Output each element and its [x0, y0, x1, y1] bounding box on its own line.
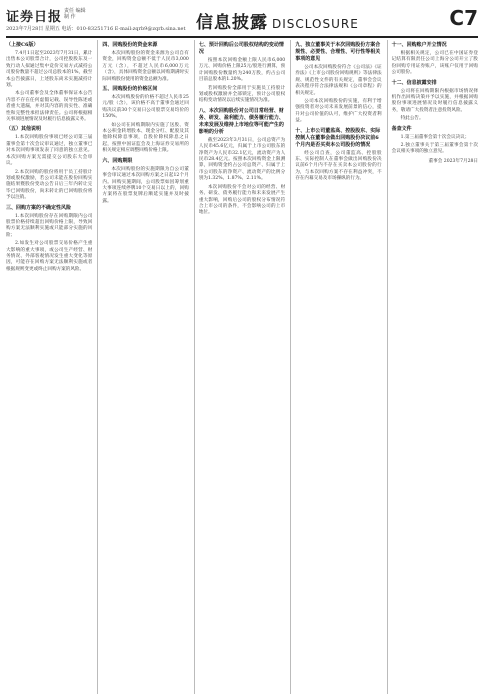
body-paragraph: 1.本次回购股份存在回购期限内公司股票价格持续超出回购价格上限，导致回购方案无法顺利实施或只能部分实施的风险； — [6, 213, 93, 238]
section-title-cn: 信息披露 — [196, 13, 268, 33]
section-heading: 五、回购股份的价格区间 — [102, 86, 158, 93]
section-heading: 十一、回购账户开立情况 — [391, 42, 447, 48]
notice-section — [199, 108, 285, 217]
body-paragraph: 截至2023年3月31日，公司总资产为人民币45.6亿元，归属于上市公司股东的净资产为人民币32.1亿元，流动资产为人民币28.4亿元。按照本次回购资金上限测算，回购资金约占公司总资产、归属于上市公司股东的净资产、流动资产的比例分别为1.32%、1.87%、2.11%。 — [198, 137, 286, 182]
body-paragraph: 按照本次回购金额上限人民币6,000万元、回购价格上限25元/股进行测算，预计回购股份数量约为240万股，约占公司目前总股本的1.20%。 — [198, 58, 286, 83]
body-paragraph: 根据相关规定，公司已在中国证券登记结算有限责任公司上海分公司开立了股份回购专用证券账户，该账户仅用于回购公司股份。 — [391, 51, 479, 76]
section-heading: 九、独立董事关于本次回购股份方案合规性、必要性、合理性、可行性等相关事项的意见 — [295, 42, 381, 62]
notice-section — [6, 205, 92, 274]
section-title — [196, 8, 359, 33]
body-paragraph: 本次回购股份不会对公司的经营、财务、研发、债务履行能力和未来发展产生重大影响，回购后公司的股权分布情况符合上市公司的条件，不会影响公司的上市地位。 — [198, 184, 286, 216]
body-paragraph: 本次回购股份的实施期限为自公司董事会审议通过本次回购方案之日起12个月内。回购实施期间，公司股票如因筹划重大事项连续停牌10个交易日以上的，回购方案将在股票复牌后顺延实施并及时披露。 — [102, 166, 189, 204]
page-number: C7 — [449, 6, 478, 30]
body-paragraph: 本公司董事会及全体董事保证本公告内容不存在任何虚假记载、误导性陈述或者重大遗漏，并对其内容的真实性、准确性和完整性承担法律责任。公司将根据相关事项进展情况及时履行信息披露义务。 — [6, 91, 93, 123]
notice-section — [295, 128, 381, 183]
section-heading: 十二、信息披露安排 — [391, 79, 437, 86]
section-title-en: DISCLOSURE — [272, 17, 359, 31]
notice-section — [102, 86, 188, 155]
page-header — [6, 4, 478, 38]
body-paragraph: 如公司在回购期限内实施了送股、资本公积金转增股本、现金分红、配股及其他除权除息事项，自股价除权除息之日起，按照中国证监会及上海证券交易所的相关规定相应调整回购价格上限。 — [102, 122, 189, 154]
notice-section — [102, 158, 188, 205]
body-paragraph: 本次回购股份的资金来源为公司自有资金，回购资金总额不低于人民币3,000万元（含），不超过人民币6,000万元（含），具体回购资金总额以回购期满时实际回购股份使用的资金总额为准。 — [102, 51, 189, 82]
edition-line-2: 制 作 — [64, 14, 76, 20]
notice-section — [392, 80, 478, 123]
notice-section — [392, 126, 478, 156]
section-heading: 七、预计回购后公司股权结构的变动情况 — [198, 42, 284, 55]
section-heading: 十、上市公司董监高、控股股东、实际控制人在董事会做出回购股份决议前6个月内是否买卖本公司股份的情况 — [295, 127, 381, 148]
body-paragraph: 2.本次回购的股份将用于员工持股计划或股权激励，若公司未能在股份回购实施结果暨股份变动公告日后三年内转让完毕已回购股份，尚未转让的已回购股份将予以注销。 — [6, 169, 93, 201]
column-5 — [387, 40, 478, 694]
edition-line-1: 责任 编辑 — [64, 8, 86, 14]
section-heading: 六、回购期限 — [102, 157, 133, 164]
newspaper-logo: 证券日报 — [6, 10, 63, 25]
section-heading: 备查文件 — [391, 125, 412, 132]
article-columns — [6, 40, 478, 694]
notice-section — [102, 42, 188, 83]
column-1 — [6, 40, 92, 694]
body-paragraph: 2.独立董事关于第三届董事会第十次会议相关事项的独立意见。 — [391, 143, 479, 155]
body-paragraph: 若回购股份全部用于实施员工持股计划或股权激励并全部锁定，预计公司股权结构变动情况以后续实施情况为准。 — [198, 85, 286, 104]
body-paragraph: 7.4月1日起至2023年7月31日，累计出售本公司股票合计，公司控股股东及一致行动人拟通过集中竞价交易方式减持公司股份数量不超过公司总股本的1%，截至本公告披露日，上述股东尚未实施减持计划。 — [6, 51, 93, 89]
notice-section — [199, 42, 285, 105]
notice-section — [295, 42, 381, 125]
body-paragraph: 公司本次回购股份符合《公司法》《证券法》《上市公司股份回购规则》等法律法规、规范性文件的有关规定，董事会会议表决程序符合法律法规和《公司章程》的相关规定。 — [295, 65, 382, 96]
section-heading: （上接C6版） — [6, 42, 39, 48]
notice-section — [392, 42, 478, 77]
body-paragraph: 特此公告。 — [400, 116, 424, 122]
notice-section — [6, 42, 92, 123]
body-paragraph: 1.本次回购股份事项已经公司第三届董事会第十次会议审议通过，独立董事已对本次回购事项发表了同意的独立意见。本次回购方案无需提交公司股东大会审议。 — [6, 135, 93, 167]
section-heading: 四、回购股份的资金来源 — [102, 42, 158, 48]
body-paragraph: 2.如发生对公司股票交易价格产生重大影响的重大事项，或公司生产经营、财务情况、外部客观情况发生重大变化等原因，可能存在回购方案无法顺利实施或者根据规则变更或终止回购方案的风险。 — [6, 241, 93, 272]
section-heading: 三、回购方案的不确定性风险 — [6, 204, 72, 211]
notice-section — [6, 126, 92, 201]
edition-info — [64, 8, 86, 20]
column-2 — [97, 40, 188, 694]
signature-line: 董事会 2023年7月28日 — [428, 158, 479, 164]
body-paragraph: 1.第三届董事会第十次会议决议； — [400, 134, 470, 140]
column-4 — [290, 40, 381, 694]
dateline: 2023年7月28日 星期五 电话：010-83251716 E-mail:zqrb9@zqrb.sina.net — [6, 26, 186, 32]
body-paragraph: 本次回购股份的价格不超过人民币25元/股（含），该价格不高于董事会通过回购决议前30个交易日公司股票交易均价的150%。 — [102, 95, 189, 120]
body-paragraph: 公司本次回购股份的实施，有利于增强投资者对公司未来发展前景的信心，提升对公司价值的认可，维护广大投资者利益。 — [295, 99, 382, 124]
column-3 — [194, 40, 285, 694]
section-heading: 八、本次回购股份对公司日常经营、财务、研发、盈利能力、债务履行能力、未来发展及维持上市地位等可能产生的影响的分析 — [198, 107, 284, 135]
body-paragraph: 经公司自查，公司董监高、控股股东、实际控制人在董事会做出回购股份决议前6个月内不存在买卖本公司股份的行为，与本次回购方案不存在利益冲突，不存在内幕交易及市场操纵的行为。 — [295, 150, 382, 182]
section-heading: （五）其他说明 — [6, 126, 42, 133]
body-paragraph: 公司将在回购期限内根据市场情况择机作出回购决策并予以实施，并根据回购股份事项进展情况及时履行信息披露义务，敬请广大投资者注意投资风险。 — [391, 88, 479, 113]
